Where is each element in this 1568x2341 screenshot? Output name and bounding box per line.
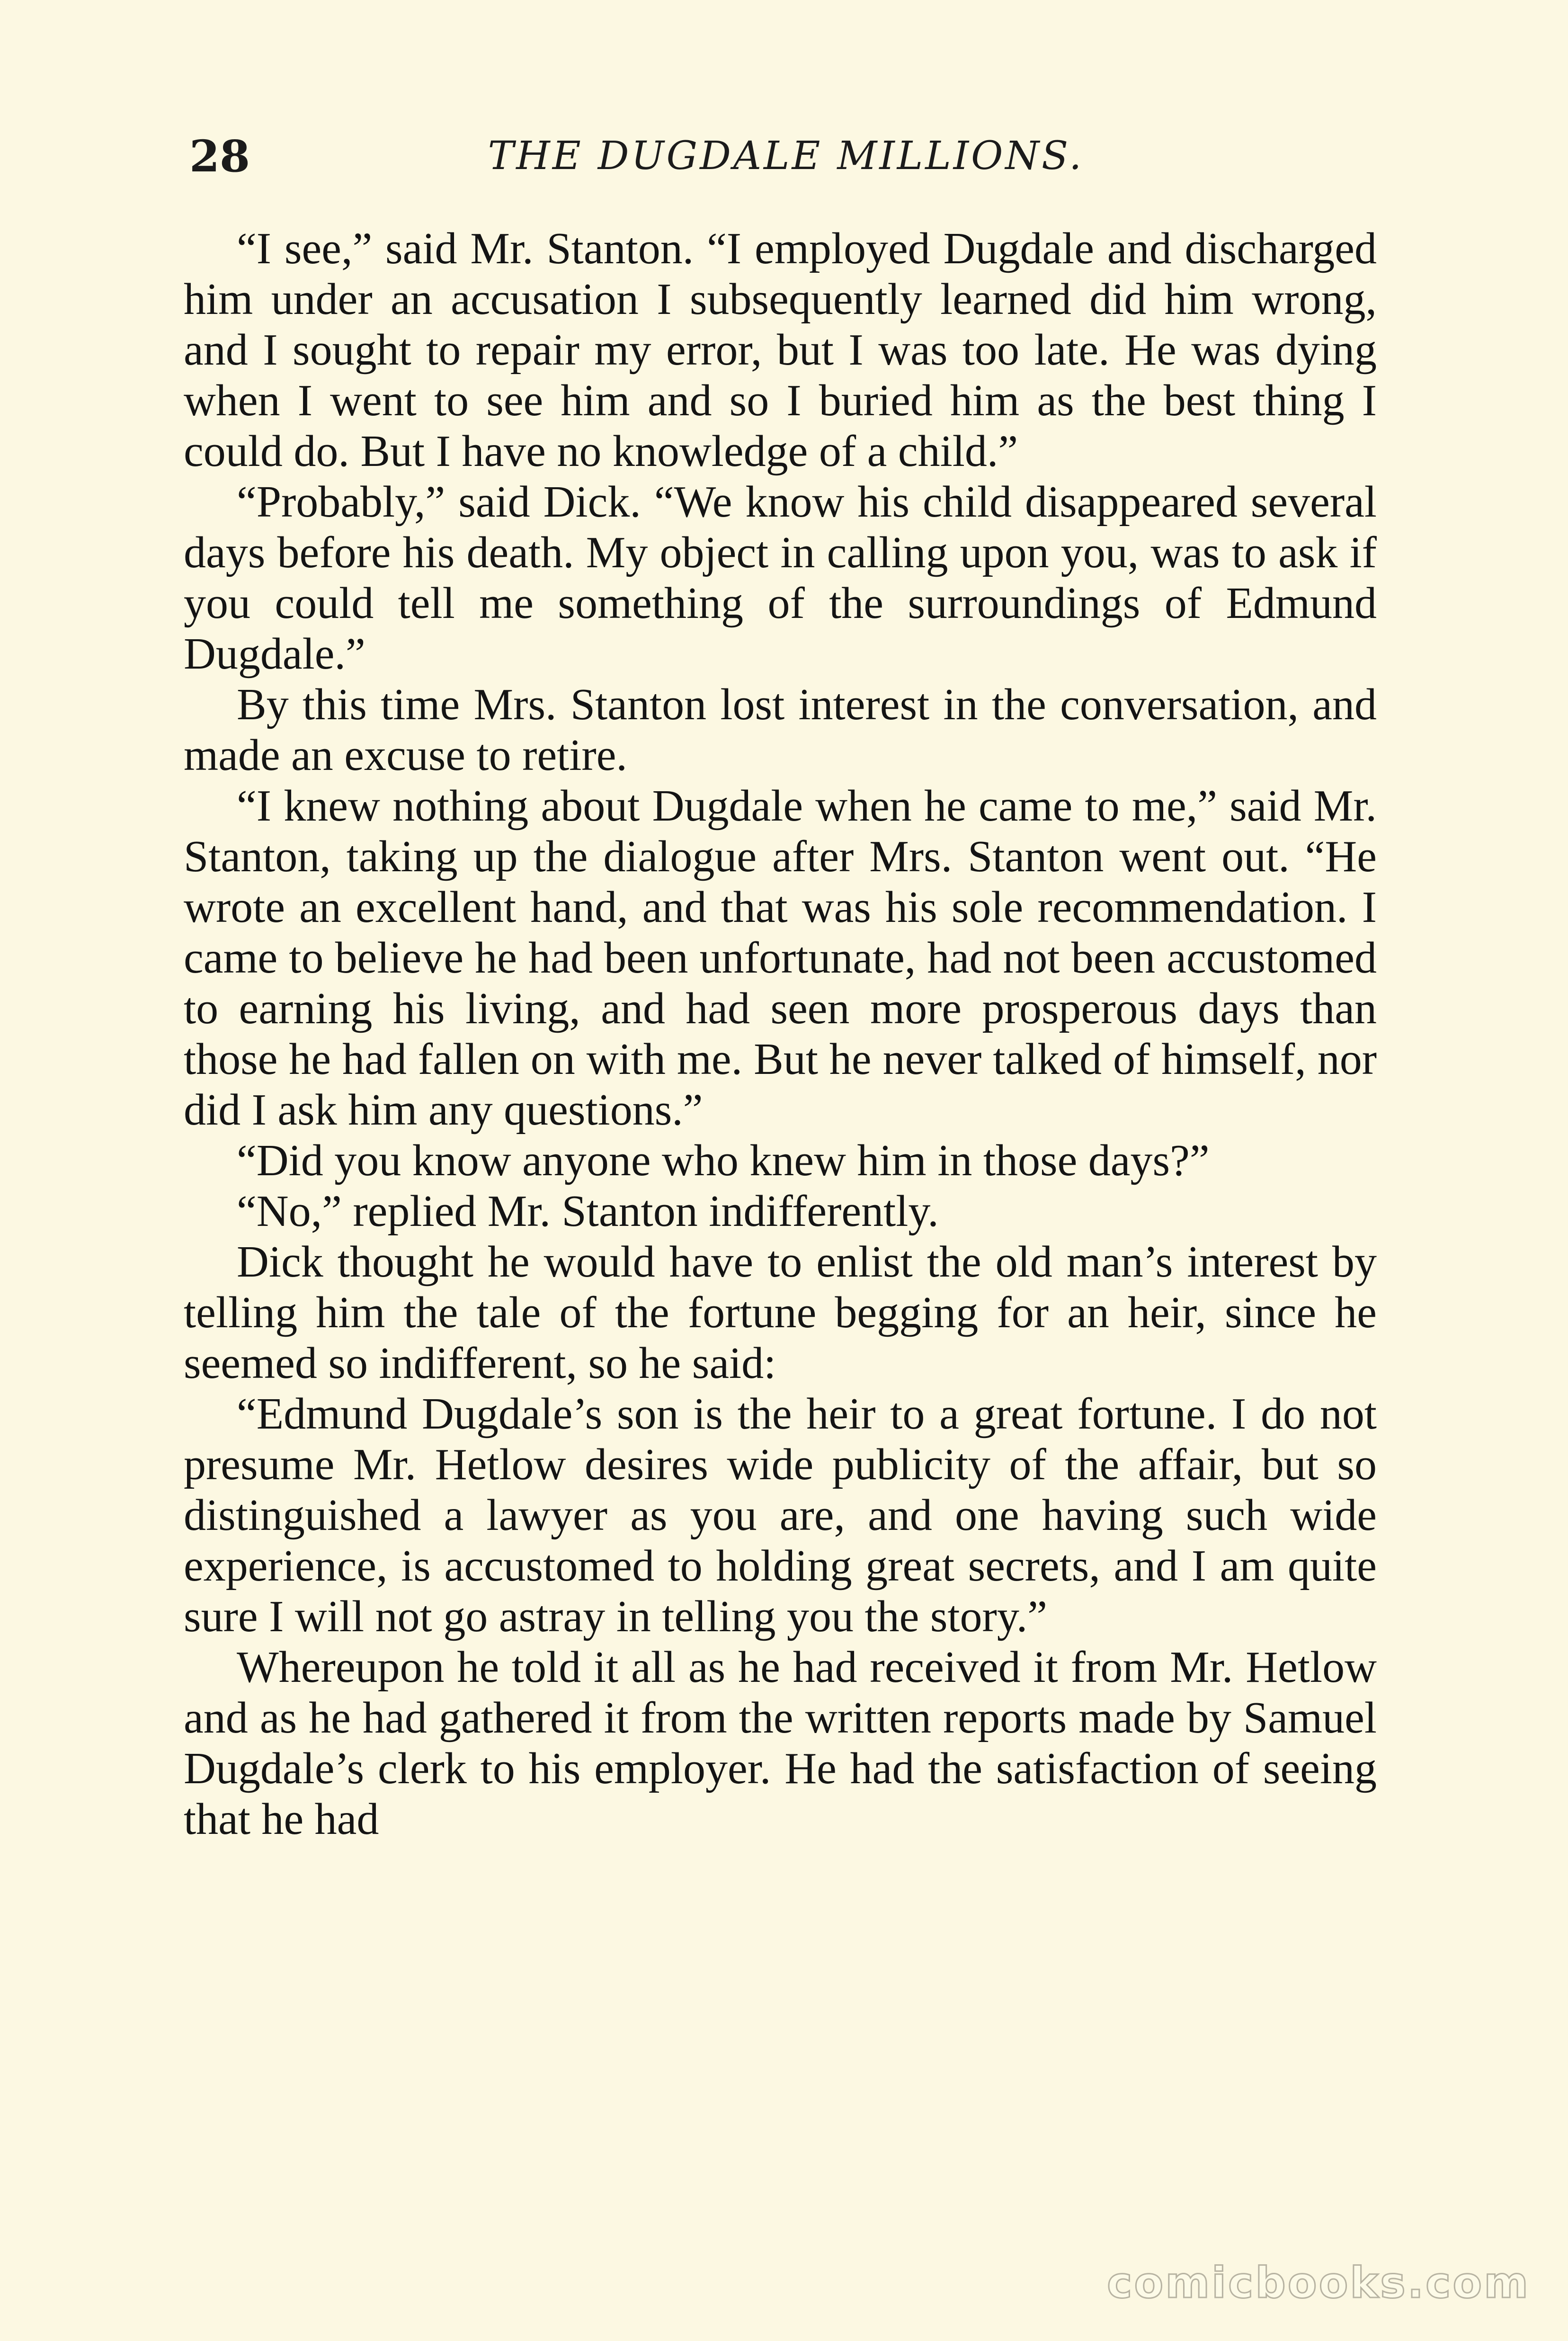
page-header: [189, 123, 1382, 189]
paragraph: By this time Mrs. Stanton lost interest in the conversation, and made an excuse to retire.: [184, 680, 1377, 780]
paragraph: “Edmund Dugdale’s son is the heir to a great fortune. I do not presume Mr. Hetlow desires wide publicity of the affair, but so distinguished a lawyer as you are, and one having such wide experience, is accustomed to holding great secrets, and I am quite sure I will not go astray in telling you the story.”: [184, 1389, 1377, 1641]
paragraph: “I knew nothing about Dugdale when he came to me,” said Mr. Stanton, taking up the dialogue after Mrs. Stanton went out. “He wrote an excellent hand, and that was his sole recommendation. I came to believe he had been unfortunate, had not been accustomed to earning his living, and had seen more prosperous days than those he had fallen on with me. But he never talked of himself, nor did I ask him any questions.”: [184, 781, 1377, 1135]
paragraph: Dick thought he would have to enlist the old man’s interest by telling him the tale of the fortune begging for an heir, since he seemed so indifferent, so he said:: [184, 1237, 1377, 1388]
page-number: 28: [189, 131, 250, 182]
paragraph: “No,” replied Mr. Stanton indifferently.: [237, 1187, 939, 1236]
running-title: THE DUGDALE MILLIONS.: [488, 134, 1084, 179]
body-text: [184, 223, 1377, 1845]
paragraph: “I see,” said Mr. Stanton. “I employed Dugdale and discharged him under an accusation I subsequently learned did him wrong, and I sought to repair my error, but I was too late. He was dying when I went to see him and so I buried him as the best thing I could do. But I have no knowledge of a child.”: [184, 224, 1377, 476]
paragraph: Whereupon he told it all as he had received it from Mr. Hetlow and as he had gathered it from the written reports made by Samuel Dugdale’s clerk to his employer. He had the satisfaction of seeing that he had: [184, 1643, 1377, 1844]
watermark: comicbooks.com: [1107, 2258, 1530, 2308]
paragraph: “Did you know anyone who knew him in those days?”: [237, 1136, 1210, 1185]
paragraph: “Probably,” said Dick. “We know his child disappeared several days before his death. My object in calling upon you, was to ask if you could tell me something of the surroundings of Edmund Dugdale.”: [184, 477, 1377, 679]
